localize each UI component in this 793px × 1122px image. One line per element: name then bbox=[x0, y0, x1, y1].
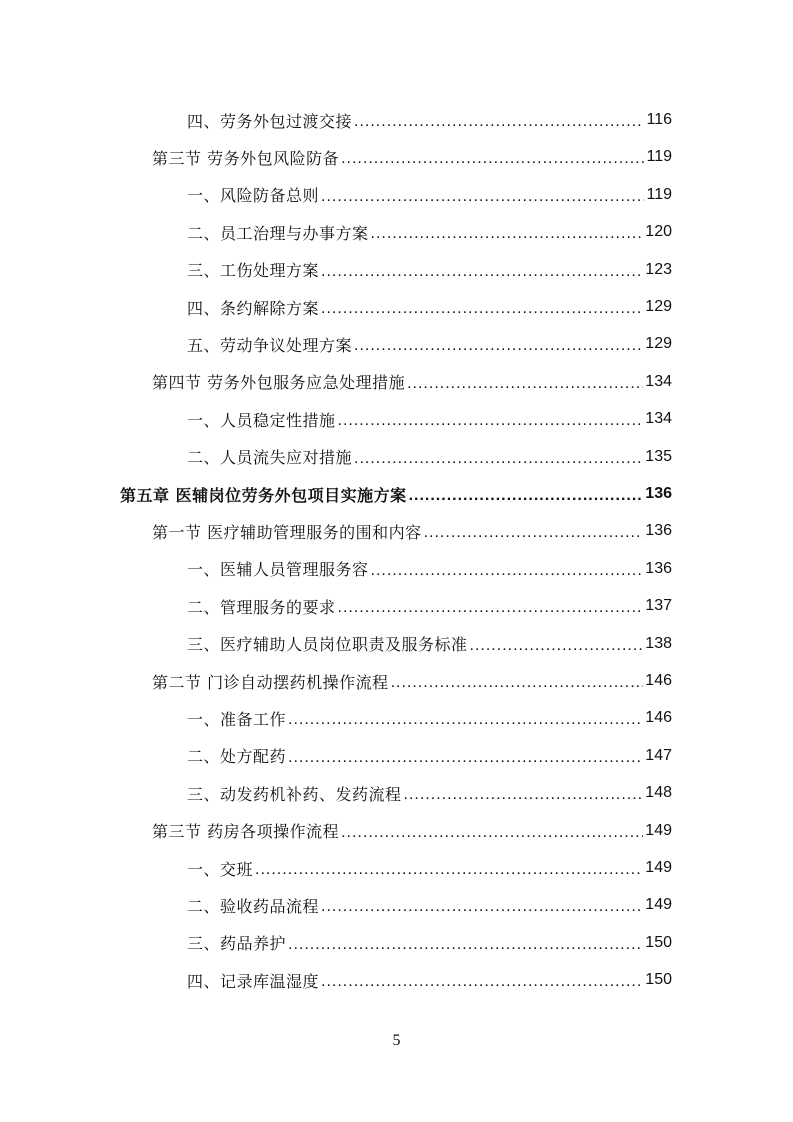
toc-item[interactable] bbox=[187, 440, 672, 474]
dot-leader bbox=[321, 973, 643, 991]
toc-item[interactable] bbox=[187, 739, 672, 773]
toc-item[interactable] bbox=[187, 851, 672, 885]
toc-title: 四、条约解除方案 bbox=[187, 298, 320, 318]
toc-item[interactable] bbox=[187, 253, 672, 287]
toc-section[interactable] bbox=[152, 514, 672, 548]
toc-title: 四、记录库温湿度 bbox=[187, 971, 320, 991]
toc-title: 二、管理服务的要求 bbox=[187, 597, 336, 617]
toc-page-number: 149 bbox=[645, 821, 672, 839]
toc-page-number: 138 bbox=[645, 634, 672, 652]
toc-item[interactable] bbox=[187, 627, 672, 661]
toc-item[interactable] bbox=[187, 926, 672, 960]
toc-item[interactable] bbox=[187, 402, 672, 436]
toc-title: 第三节 药房各项操作流程 bbox=[152, 822, 340, 842]
toc-item[interactable] bbox=[187, 103, 672, 137]
dot-leader bbox=[341, 824, 643, 842]
dot-leader bbox=[391, 674, 644, 692]
toc-page-number: 129 bbox=[645, 335, 672, 353]
toc-page-number: 148 bbox=[645, 784, 672, 802]
toc-page-number: 137 bbox=[645, 597, 672, 615]
toc-section[interactable] bbox=[152, 365, 672, 399]
toc-item[interactable] bbox=[187, 888, 672, 922]
dot-leader bbox=[470, 637, 644, 655]
toc-page-number: 146 bbox=[645, 672, 672, 689]
toc-page-number: 135 bbox=[645, 447, 672, 465]
toc-page-number: 149 bbox=[645, 859, 672, 876]
toc-section[interactable] bbox=[152, 664, 672, 698]
toc-item[interactable] bbox=[187, 589, 672, 623]
dot-leader bbox=[288, 936, 643, 954]
dot-leader bbox=[354, 113, 644, 131]
toc-page-number: 134 bbox=[645, 410, 672, 428]
toc-page-number: 116 bbox=[646, 111, 672, 128]
toc-item[interactable] bbox=[187, 963, 672, 997]
toc-page-number: 129 bbox=[645, 298, 672, 315]
toc-title: 五、劳动争议处理方案 bbox=[187, 335, 353, 355]
dot-leader bbox=[354, 450, 643, 468]
dot-leader bbox=[321, 898, 643, 916]
toc-title: 二、人员流失应对措施 bbox=[187, 448, 353, 468]
toc-title: 二、处方配药 bbox=[187, 747, 287, 767]
toc-title: 二、验收药品流程 bbox=[187, 896, 320, 916]
toc-title: 一、交班 bbox=[187, 859, 254, 879]
toc-section[interactable] bbox=[152, 814, 672, 848]
dot-leader bbox=[338, 412, 644, 430]
toc-title: 一、医辅人员管理服务容 bbox=[187, 560, 369, 580]
toc-page-number: 150 bbox=[645, 971, 672, 989]
toc-item[interactable] bbox=[187, 178, 672, 212]
toc-item[interactable] bbox=[187, 290, 672, 324]
toc-page-number: 119 bbox=[646, 148, 672, 166]
toc-page-number: 147 bbox=[645, 746, 672, 764]
toc-page-number: 136 bbox=[645, 559, 672, 577]
toc-title: 一、人员稳定性措施 bbox=[187, 410, 336, 430]
toc-title: 三、药品养护 bbox=[187, 934, 287, 954]
dot-leader bbox=[288, 749, 643, 767]
dot-leader bbox=[321, 300, 643, 318]
dot-leader bbox=[407, 375, 643, 393]
toc-title: 第五章 医辅岗位劳务外包项目实施方案 bbox=[120, 485, 407, 505]
dot-leader bbox=[371, 225, 644, 243]
dot-leader bbox=[255, 861, 643, 879]
toc-title: 二、员工治理与办事方案 bbox=[187, 223, 369, 243]
toc-page-number: 136 bbox=[645, 485, 672, 502]
toc-title: 第四节 劳务外包服务应急处理措施 bbox=[152, 373, 406, 393]
toc-item[interactable] bbox=[187, 701, 672, 735]
toc-chapter[interactable] bbox=[120, 477, 672, 511]
toc-section[interactable] bbox=[152, 140, 672, 174]
dot-leader bbox=[404, 786, 644, 804]
toc-title: 一、准备工作 bbox=[187, 709, 287, 729]
dot-leader bbox=[338, 599, 644, 617]
page-number: 5 bbox=[392, 1032, 401, 1049]
toc-page-number: 120 bbox=[645, 223, 672, 241]
toc-title: 一、风险防备总则 bbox=[187, 186, 320, 206]
toc-item[interactable] bbox=[187, 327, 672, 361]
toc-title: 第三节 劳务外包风险防备 bbox=[152, 148, 340, 168]
toc-page-number: 136 bbox=[645, 522, 672, 540]
toc-page-number: 119 bbox=[646, 185, 672, 203]
toc-title: 三、工伤处理方案 bbox=[187, 261, 320, 281]
toc-page-number: 123 bbox=[645, 260, 672, 278]
dot-leader bbox=[409, 487, 644, 505]
toc-page-number: 146 bbox=[645, 709, 672, 727]
toc-title: 三、医疗辅助人员岗位职责及服务标准 bbox=[187, 635, 468, 655]
dot-leader bbox=[354, 337, 643, 355]
dot-leader bbox=[321, 188, 644, 206]
dot-leader bbox=[288, 711, 643, 729]
toc-page-number: 150 bbox=[645, 933, 672, 951]
toc-title: 第一节 医疗辅助管理服务的围和内容 bbox=[152, 522, 422, 542]
toc-item[interactable] bbox=[187, 552, 672, 586]
toc-item[interactable] bbox=[187, 776, 672, 810]
dot-leader bbox=[341, 150, 644, 168]
toc-title: 第二节 门诊自动摆药机操作流程 bbox=[152, 672, 389, 692]
toc-page-number: 134 bbox=[645, 372, 672, 390]
dot-leader bbox=[424, 524, 644, 542]
dot-leader bbox=[371, 562, 644, 580]
toc-title: 四、劳务外包过渡交接 bbox=[187, 111, 353, 131]
toc-title: 三、动发药机补药、发药流程 bbox=[187, 784, 402, 804]
dot-leader bbox=[321, 263, 643, 281]
toc-item[interactable] bbox=[187, 215, 672, 249]
toc-page-number: 149 bbox=[645, 896, 672, 914]
